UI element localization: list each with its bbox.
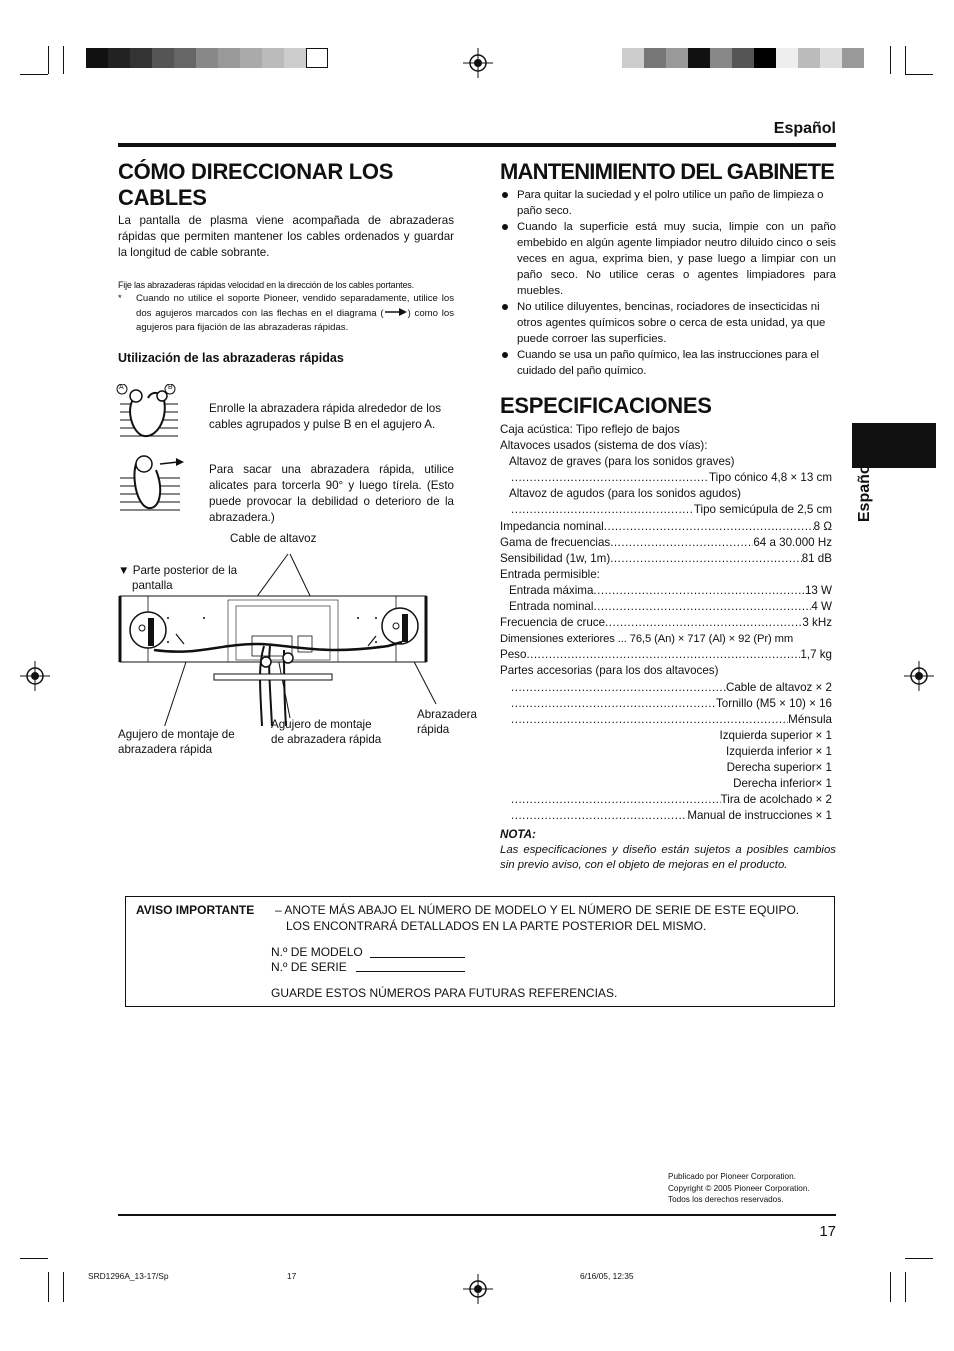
note-arrow: ( (380, 308, 407, 319)
hole-left-line-1: Agujero de montaje de (118, 728, 235, 741)
rear-panel-diagram (118, 546, 438, 726)
publisher-info (668, 1171, 810, 1206)
spec-acc-manual: ..... Manual de instrucciones × 1 (500, 808, 832, 824)
specifications-list (500, 422, 832, 824)
cables-note-2 (118, 292, 454, 336)
maintenance-item: Cuando la superficie está muy sucia, limpie con un paño embebido en algún agente limpiador neutro diluido cinco o seis veces en agua, exprima bien, y pase luego a limpiar con un paño seco. No utilice ceras o agentes limpiadores para muebles. (500, 219, 836, 299)
speaker-cable-label: Cable de altavoz (230, 532, 317, 545)
registration-mark-top (463, 48, 493, 78)
maintenance-title: MANTENIMIENTO DEL GABINETE (500, 159, 835, 184)
specifications-title: ESPECIFICACIONES (500, 393, 712, 418)
note-label: NOTA: (500, 828, 536, 841)
spec-sensitivity: Sensibilidad (1w, 1m) ..... 81 dB (500, 551, 832, 567)
rear-line-2: pantalla (132, 579, 173, 592)
title-line-1: CÓMO DIRECCIONAR LOS (118, 159, 394, 184)
spec-tweeter-value: ..... Tipo semicúpula de 2,5 cm (500, 502, 832, 518)
spec-nominal-input: Entrada nominal ..... 4 W (500, 599, 832, 615)
spec-acc-cable: ..... Cable de altavoz × 2 (500, 680, 832, 696)
spec-acc-screw: ..... Tornillo (M5 × 10) × 16 (500, 696, 832, 712)
clamp-remove-illustration (116, 450, 188, 512)
clamp-label-a: A (119, 384, 124, 391)
registration-mark-right (904, 661, 934, 691)
spec-acc-bracket: ..... Ménsula (500, 712, 832, 728)
spec-acc-bracket-lr: Derecha inferior× 1 (733, 777, 832, 791)
spec-input: Entrada permisible: (500, 567, 600, 581)
spec-dimensions: Dimensiones exteriores ... 76,5 (An) × 717 (Al) × 92 (Pr) mm (500, 633, 794, 646)
publisher-line-3: Todos los derechos reservados. (668, 1195, 784, 1204)
print-page: 17 (287, 1271, 297, 1281)
note-asterisk: * (118, 293, 122, 304)
spec-crossover: Frecuencia de cruce ..... 3 kHz (500, 615, 832, 631)
registration-mark-bottom (463, 1274, 493, 1304)
notice-line-2: LOS ENCONTRARÁ DETALLADOS EN LA PARTE POSTERIOR DEL MISMO. (286, 919, 707, 933)
print-job-code: SRD1296A_13-17/Sp (88, 1271, 169, 1281)
maintenance-item: Para quitar la suciedad y el polro utilice un paño de limpieza o paño seco. (500, 187, 836, 219)
page-number: 17 (819, 1223, 836, 1240)
clamp-step-1: Enrolle la abrazadera rápida alrededor de los cables agrupados y pulse B en el agujero A. (209, 402, 442, 431)
title-line-2: CABLES (118, 185, 207, 210)
spec-max-input: Entrada máxima ..... 13 W (500, 583, 832, 599)
clamp-label-b: B (168, 384, 173, 391)
clamp-subheading: Utilización de las abrazaderas rápidas (118, 351, 344, 365)
note-2-text: Cuando no utilice el soporte Pioneer, vendido separadamente, utilice los dos agujeros marcados con las flechas en el diagrama (136, 293, 454, 319)
clamp-step-2: Para sacar una abrazadera rápida, utilice alicates para torcerla 90° y luego tírela. (Esto puede provocar la debilidad o deterioro de la abrazadera.) (209, 463, 454, 524)
cables-intro: La pantalla de plasma viene acompañada de abrazaderas rápidas que permiten mantener los cables ordenados y guardar la longitud de cable sobrante. (118, 214, 454, 259)
serial-number-field[interactable] (356, 971, 465, 972)
spec-weight: Peso ..... 1,7 kg (500, 647, 832, 663)
rear-arrow-icon: ▼ (118, 564, 130, 577)
note-2-tail: ) como los agujeros para fijación de las abrazaderas rápidas. (136, 307, 455, 333)
spec-acc-pad: ..... Tira de acolchado × 2 (500, 792, 832, 808)
spec-woofer-value: ..... Tipo cónico 4,8 × 13 cm (500, 470, 832, 486)
cables-note-1: Fije las abrazaderas rápidas velocidad en la dirección de los cables portantes. (118, 280, 414, 290)
clamp-wrap-illustration (116, 384, 188, 446)
hole-mid-line-2: de abrazadera rápida (271, 733, 382, 746)
maintenance-item: Cuando se usa un paño químico, lea las instrucciones para el cuidado del paño químico. (500, 347, 836, 379)
hole-label-left (118, 727, 235, 757)
spec-cabinet: Caja acústica: Tipo reflejo de bajos (500, 423, 680, 436)
print-date: 6/16/05, 12:35 (580, 1271, 634, 1281)
clamp-label-line-1: Abrazadera (417, 708, 477, 721)
clamp-label (417, 707, 477, 737)
note-text: Las especificaciones y diseño están sujetos a posibles cambios sin previo aviso, con el objeto de mejoras en el producto. (500, 844, 836, 871)
rear-line-1: Parte posterior de la (132, 564, 238, 577)
spec-speakers: Altavoces usados (sistema de dos vías): (500, 439, 708, 453)
maintenance-item: No utilice diluyentes, bencinas, rociadores de insecticidas ni otros agentes químicos sobre o cerca de esta unidad, ya que puede corroer las superficies. (500, 299, 836, 347)
clamp-label-line-2: rápida (417, 723, 450, 736)
language-label: Español (773, 120, 836, 137)
footer-rule (118, 1214, 836, 1216)
publisher-line-2: Copyright © 2005 Pioneer Corporation. (668, 1183, 810, 1193)
spec-acc-bracket-ur: Derecha superior× 1 (726, 760, 832, 774)
maintenance-list (500, 187, 836, 379)
side-tab-label: Español (856, 459, 873, 523)
header-rule (118, 143, 836, 147)
spec-accessories: Partes accesorias (para los dos altavoces) (500, 664, 719, 678)
registration-mark-left (20, 661, 50, 691)
notice-keep: GUARDE ESTOS NÚMEROS PARA FUTURAS REFERENCIAS. (271, 986, 618, 1000)
model-number-field[interactable] (370, 957, 465, 958)
page-title-cables (118, 159, 458, 211)
hole-left-line-2: abrazadera rápida (118, 743, 213, 756)
publisher-line-1: Publicado por Pioneer Corporation. (668, 1172, 796, 1181)
model-number-label: N.º DE MODELO (271, 945, 363, 959)
notice-line-1: – ANOTE MÁS ABAJO EL NÚMERO DE MODELO Y EL NÚMERO DE SERIE DE ESTE EQUIPO. (275, 903, 800, 917)
notice-label: AVISO IMPORTANTE (136, 903, 255, 917)
hole-mid-line-1: Agujero de montaje (271, 718, 372, 731)
spec-impedance: Impedancia nominal ..... 8 Ω (500, 519, 832, 535)
spec-woofer-label: Altavoz de graves (para los sonidos graves) (509, 455, 735, 469)
spec-acc-bracket-ul: Izquierda superior × 1 (719, 728, 832, 742)
spec-frequency-range: Gama de frecuencias ..... 64 a 30.000 Hz (500, 535, 832, 551)
spec-tweeter-label: Altavoz de agudos (para los sonidos agudos) (509, 487, 742, 501)
serial-number-label: N.º DE SERIE (271, 960, 347, 974)
spec-acc-bracket-ll: Izquierda inferior × 1 (725, 744, 832, 758)
hole-label-middle (271, 717, 381, 747)
